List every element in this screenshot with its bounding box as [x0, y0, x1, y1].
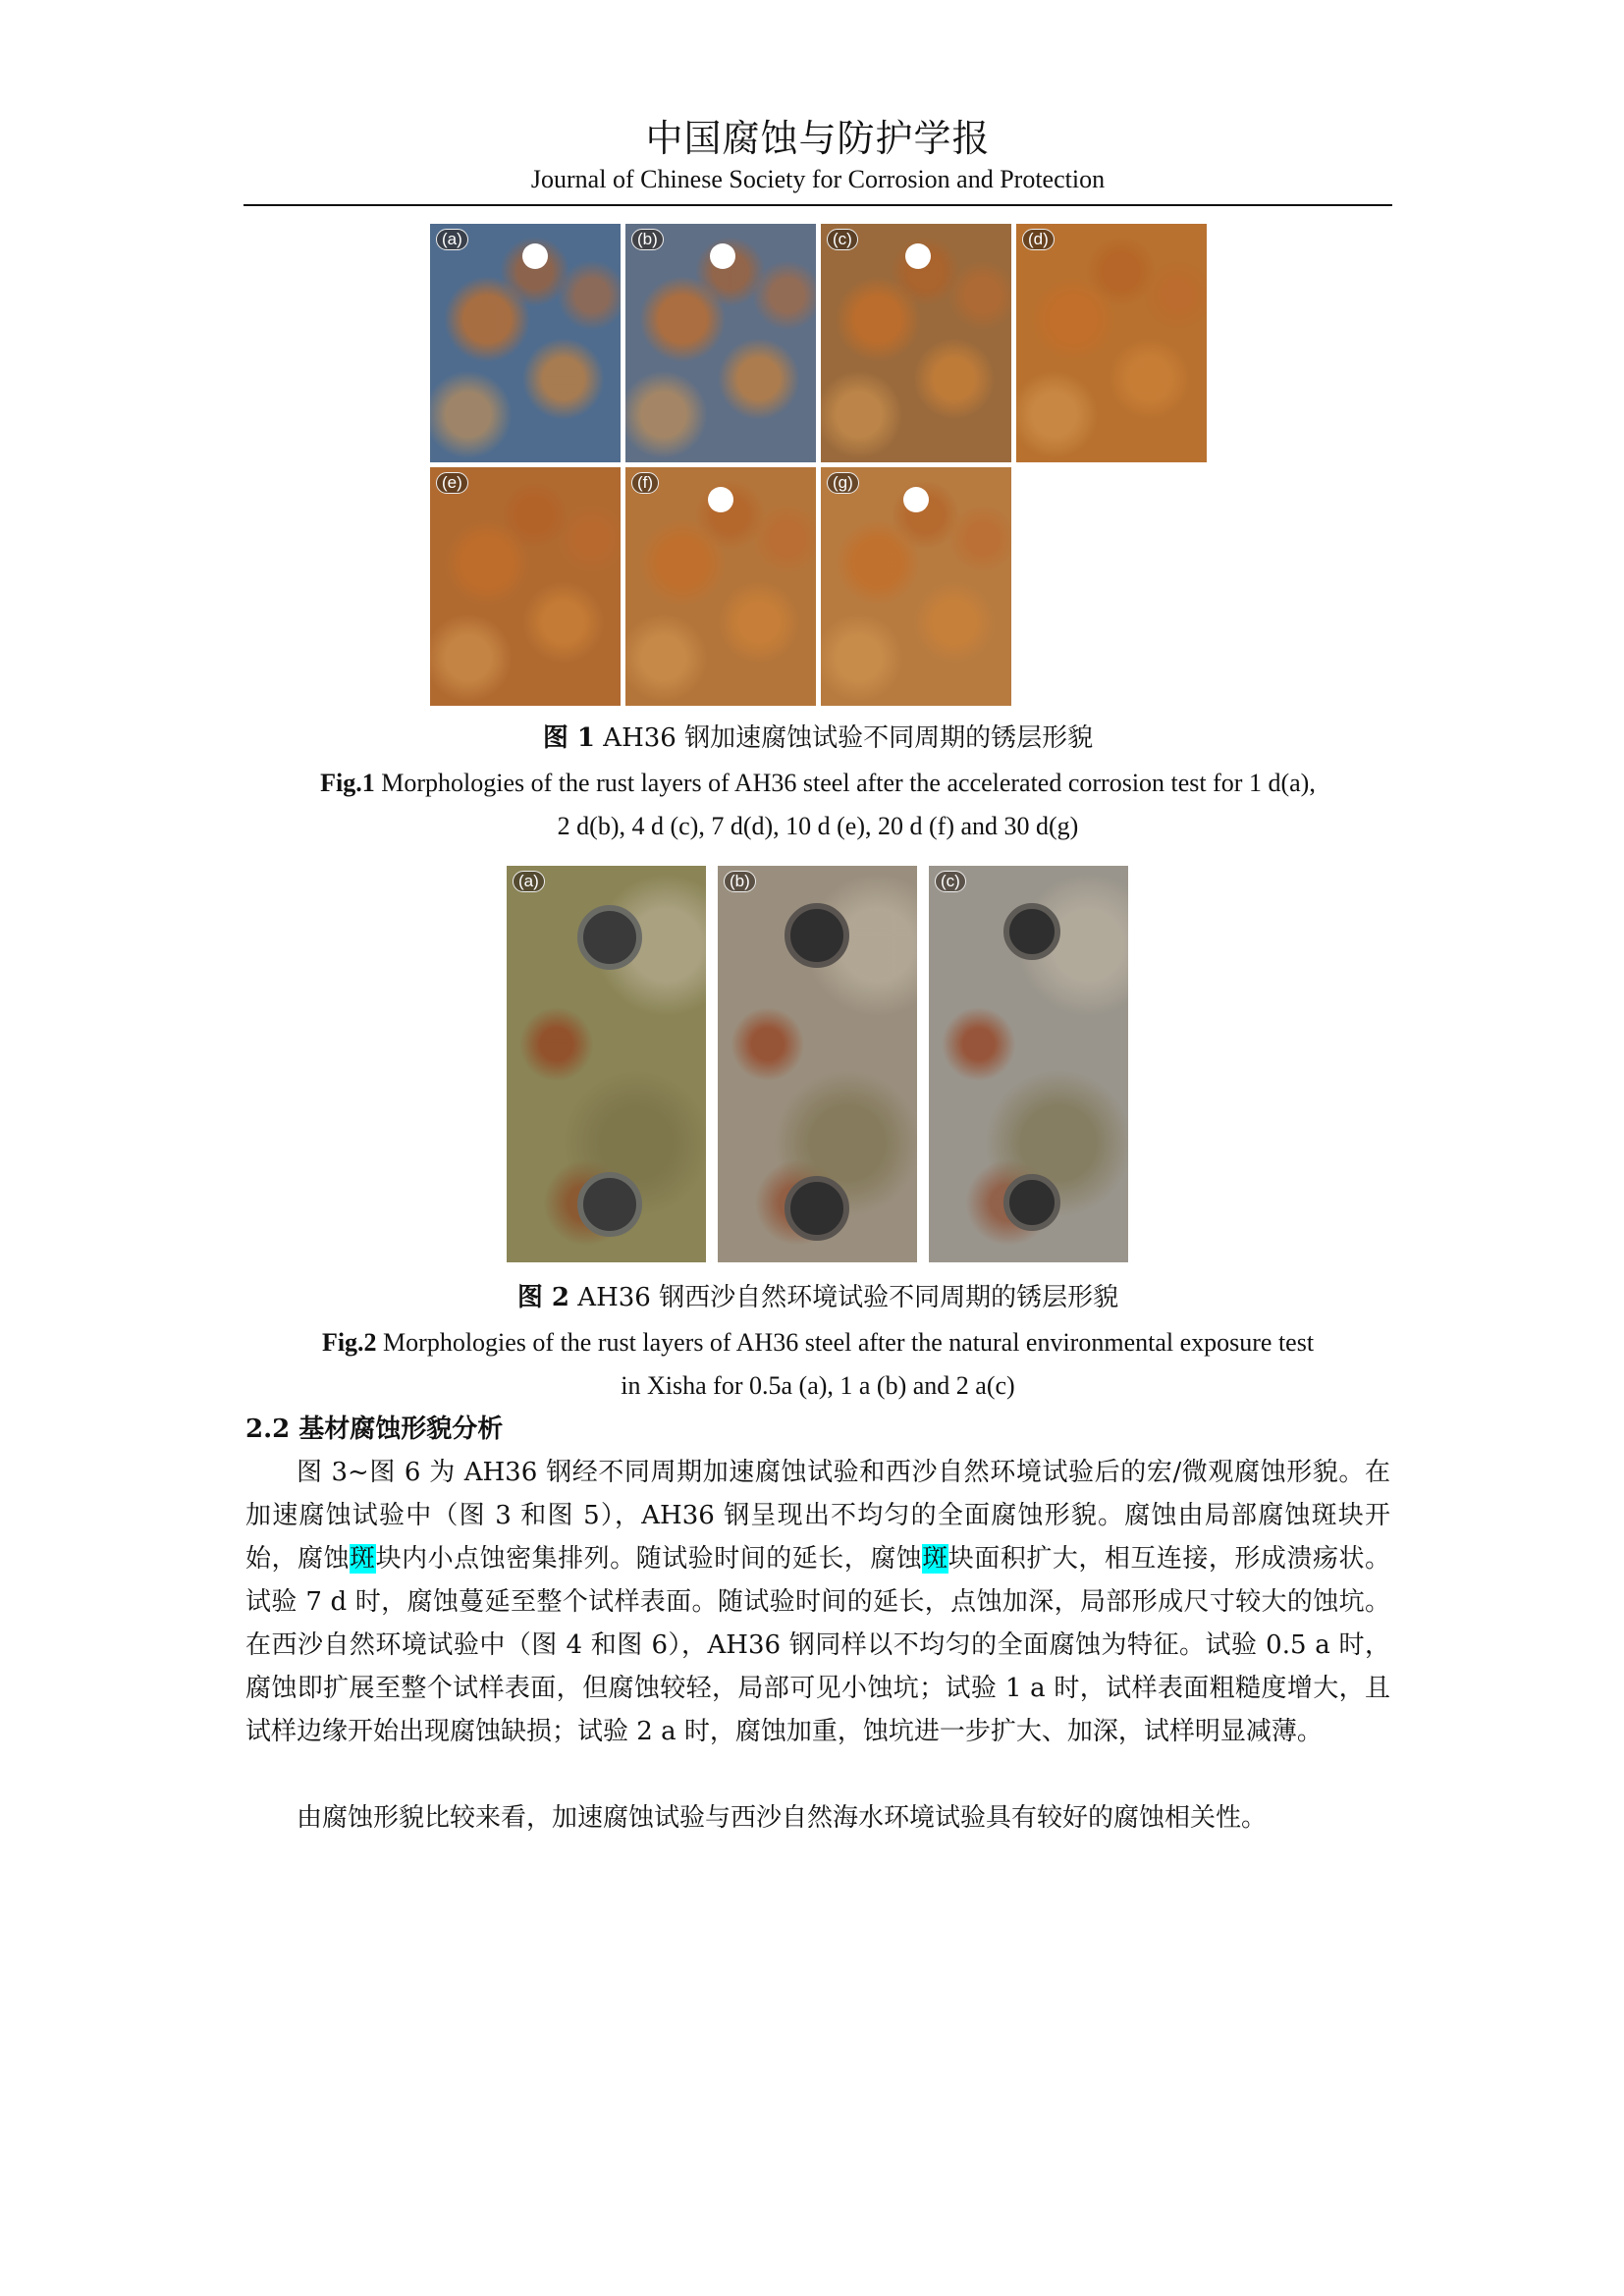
body-paragraph-1: [245, 1451, 1390, 1753]
fig1-label-d: (d): [1022, 229, 1055, 250]
fig2-caption-en-line1: Morphologies of the rust layers of AH36 steel after the natural environmental exposure test: [376, 1328, 1315, 1357]
fig1-photo-a: [430, 224, 621, 462]
fig2-label-b: (b): [724, 871, 756, 892]
fig2-photo-b: [718, 866, 917, 1262]
para1-text-b: 块内小点蚀密集排列。随试验时间的延长，腐蚀: [375, 1544, 923, 1574]
fig1-caption-en-label: Fig.1: [320, 769, 375, 797]
fig2-caption-cn: [244, 1276, 1392, 1319]
fig2-label-a: (a): [513, 871, 545, 892]
journal-title-en: Journal of Chinese Society for Corrosion and Protection: [530, 165, 1106, 193]
fig1-label-b: (b): [631, 229, 664, 250]
journal-title-cn: 中国腐蚀与防护学报: [645, 117, 991, 160]
fig1-label-c: (c): [827, 229, 858, 250]
fig1-photo-c: [821, 224, 1011, 462]
journal-header: [244, 114, 1392, 196]
para1-text-c: 块面积扩大，相互连接，形成溃疡状。试验 7 d 时，腐蚀蔓延至整个试样表面。随试验时间的延长，点蚀加深，局部形成尺寸较大的蚀坑。在西沙自然环境试验中（图 4 和图 6），AH36 钢同样以不均匀的全面腐蚀为特征。试验 0.5 a 时，腐蚀即扩展至整个试样表面，但腐蚀较轻，局部可见小蚀坑；试验 1 a 时，试样表面粗糙度增大，且试样边缘开始出现腐蚀缺损；试验 2 a 时，腐蚀加重，蚀坑进一步扩大、加深，试样明显减薄。: [245, 1544, 1390, 1746]
fig2-caption-en-line2: in Xisha for 0.5a (a), 1 a (b) and 2 a(c): [621, 1371, 1015, 1400]
fig1-photo-g: [821, 467, 1011, 706]
fig1-caption-en: [244, 762, 1392, 848]
fig1-photo-f: [625, 467, 816, 706]
fig1-photo-b: [625, 224, 816, 462]
fig1-caption-cn: [244, 717, 1392, 760]
fig2-label-c: (c): [935, 871, 966, 892]
fig2-caption-cn-label: 图 2: [516, 1283, 570, 1312]
fig1-photo-d: [1016, 224, 1207, 462]
fig2-caption-cn-text: AH36 钢西沙自然环境试验不同周期的锈层形貌: [569, 1283, 1119, 1312]
section-heading: 2.2 基材腐蚀形貌分析: [245, 1415, 504, 1444]
fig1-caption-en-line1: Morphologies of the rust layers of AH36 steel after the accelerated corrosion test for 1 d(a),: [374, 769, 1316, 797]
header-rule: [244, 204, 1392, 206]
fig1-label-f: (f): [631, 472, 659, 494]
fig1-caption-en-line2: 2 d(b), 4 d (c), 7 d(d), 10 d (e), 20 d (f) and 30 d(g): [557, 812, 1079, 840]
fig1-caption-cn-text: AH36 钢加速腐蚀试验不同周期的锈层形貌: [595, 723, 1094, 753]
fig1-label-g: (g): [827, 472, 859, 494]
body-paragraph-2: 由腐蚀形貌比较来看，加速腐蚀试验与西沙自然海水环境试验具有较好的腐蚀相关性。: [297, 1803, 1268, 1833]
fig2-photo-a: [507, 866, 706, 1262]
fig2-caption-en-label: Fig.2: [321, 1328, 377, 1357]
fig1-photo-e: [430, 467, 621, 706]
fig1-label-e: (e): [436, 472, 468, 494]
fig1-label-a: (a): [436, 229, 468, 250]
fig2-caption-en: [244, 1321, 1392, 1408]
fig2-photo-c: [929, 866, 1128, 1262]
fig1-caption-cn-label: 图 1: [542, 723, 596, 753]
para1-text-a: 图 3~图 6 为 AH36 钢经不同周期加速腐蚀试验和西沙自然环境试验后的宏/微观腐蚀形貌。在加速腐蚀试验中（图 3 和图 5），AH36 钢呈现出不均匀的全面腐蚀形貌。腐蚀由局部腐蚀斑块开始，腐蚀: [245, 1458, 1390, 1574]
para1-highlight-1: 斑: [350, 1544, 376, 1574]
para1-highlight-2: 斑: [922, 1544, 948, 1574]
